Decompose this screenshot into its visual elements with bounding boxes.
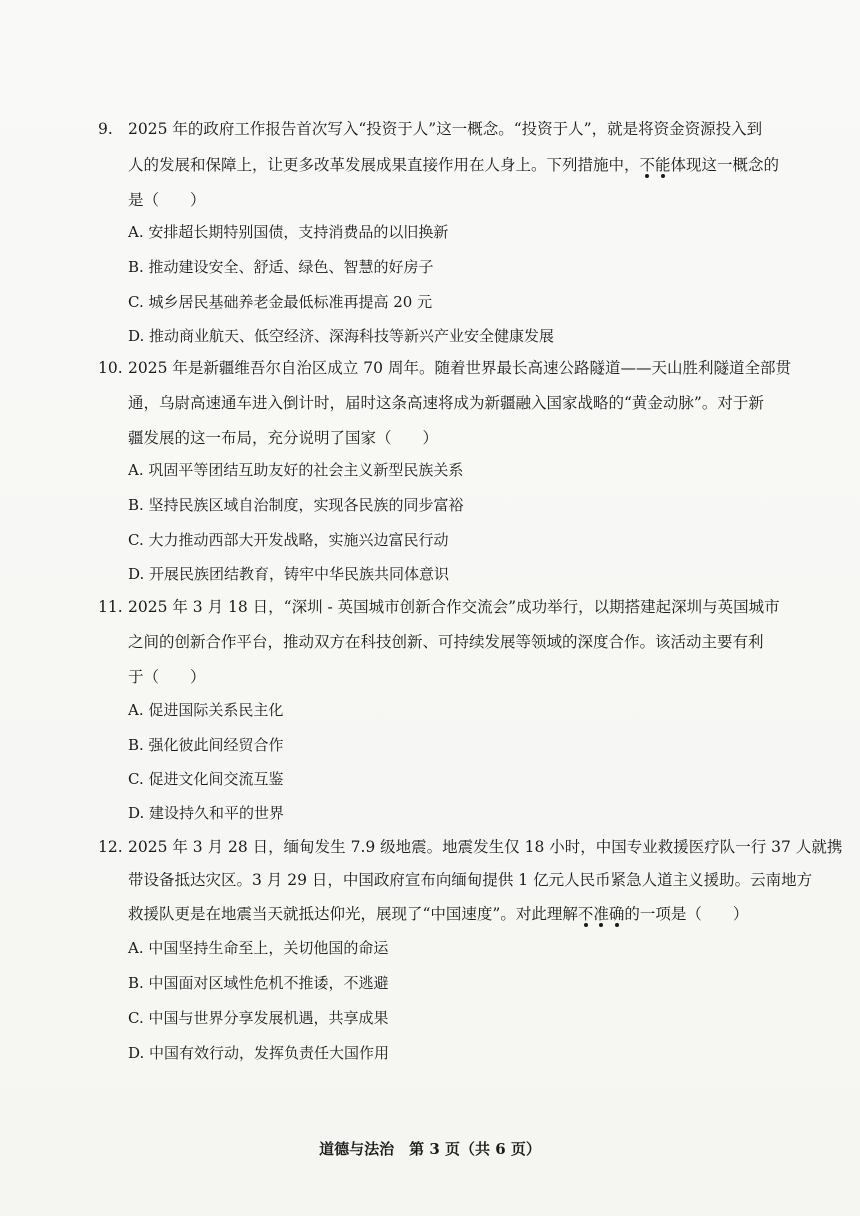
option-b: B. 坚持民族区域自治制度，实现各民族的同步富裕 <box>128 496 464 514</box>
stem-text: 人的发展和保障上，让更多改革发展成果直接作用在人身上。下列措施中， <box>128 156 640 174</box>
emphasis-dotted-text: 不能 <box>640 154 671 176</box>
question-number: 9. <box>98 120 113 138</box>
question-stem-line: 带设备抵达灾区。3 月 29 日，中国政府宣布向缅甸提供 1 亿元人民币紧急人道主义援助。云南地方 <box>128 871 813 889</box>
option-d: D. 推动商业航天、低空经济、深海科技等新兴产业安全健康发展 <box>128 327 555 345</box>
stem-text: 救援队更是在地震当天就抵达仰光，展现了“中国速度”。对此理解 <box>128 905 578 923</box>
question-stem-line: 于（ ） <box>128 668 206 686</box>
question-stem-line: 2025 年 3 月 28 日，缅甸发生 7.9 级地震。地震发生仅 18 小时，中国专业救援医疗队一行 37 人就携 <box>128 838 843 856</box>
question-stem-line: 通，乌尉高速通车进入倒计时，届时这条高速将成为新疆融入国家战略的“黄金动脉”。对于新 <box>128 394 764 412</box>
option-a: A. 中国坚持生命至上，关切他国的命运 <box>128 939 389 957</box>
option-c: C. 促进文化间交流互鉴 <box>128 770 284 788</box>
emphasis-dotted-text: 不准确 <box>578 903 625 925</box>
option-d: D. 建设持久和平的世界 <box>128 804 285 822</box>
question-stem-line <box>128 903 748 925</box>
stem-text: 体现这一概念的 <box>670 156 780 174</box>
question-stem-line: 是（ ） <box>128 191 206 209</box>
question-stem-line <box>128 154 779 176</box>
option-a: A. 安排超长期特别国债，支持消费品的以旧换新 <box>128 223 449 241</box>
question-stem-line: 2025 年的政府工作报告首次写入“投资于人”这一概念。“投资于人”，就是将资金资源投入到 <box>128 120 763 138</box>
option-b: B. 强化彼此间经贸合作 <box>128 736 284 754</box>
question-stem-line: 之间的创新合作平台，推动双方在科技创新、可持续发展等领域的深度合作。该活动主要有利 <box>128 633 764 651</box>
option-b: B. 中国面对区域性危机不推诿，不逃避 <box>128 974 389 992</box>
option-d: D. 开展民族团结教育，铸牢中华民族共同体意识 <box>128 565 450 583</box>
question-number: 12. <box>98 838 123 856</box>
option-a: A. 巩固平等团结互助友好的社会主义新型民族关系 <box>128 461 464 479</box>
option-b: B. 推动建设安全、舒适、绿色、智慧的好房子 <box>128 258 434 276</box>
stem-text: 的一项是（ ） <box>624 905 749 923</box>
option-c: C. 大力推动西部大开发战略，实施兴边富民行动 <box>128 531 449 549</box>
option-a: A. 促进国际关系民主化 <box>128 701 284 719</box>
question-stem-line: 2025 年是新疆维吾尔自治区成立 70 周年。随着世界最长高速公路隧道——天山胜利隧道全部贯 <box>128 359 791 377</box>
option-c: C. 城乡居民基础养老金最低标准再提高 20 元 <box>128 293 433 311</box>
question-number: 11. <box>98 598 123 616</box>
option-d: D. 中国有效行动，发挥负责任大国作用 <box>128 1044 390 1062</box>
question-number: 10. <box>98 359 123 377</box>
question-stem-line: 2025 年 3 月 18 日，“深圳 - 英国城市创新合作交流会”成功举行，以期搭建起深圳与英国城市 <box>128 598 780 616</box>
question-stem-line: 疆发展的这一布局，充分说明了国家（ ） <box>128 429 439 447</box>
page-footer: 道德与法治 第 3 页（共 6 页） <box>319 1140 541 1158</box>
option-c: C. 中国与世界分享发展机遇，共享成果 <box>128 1009 389 1027</box>
